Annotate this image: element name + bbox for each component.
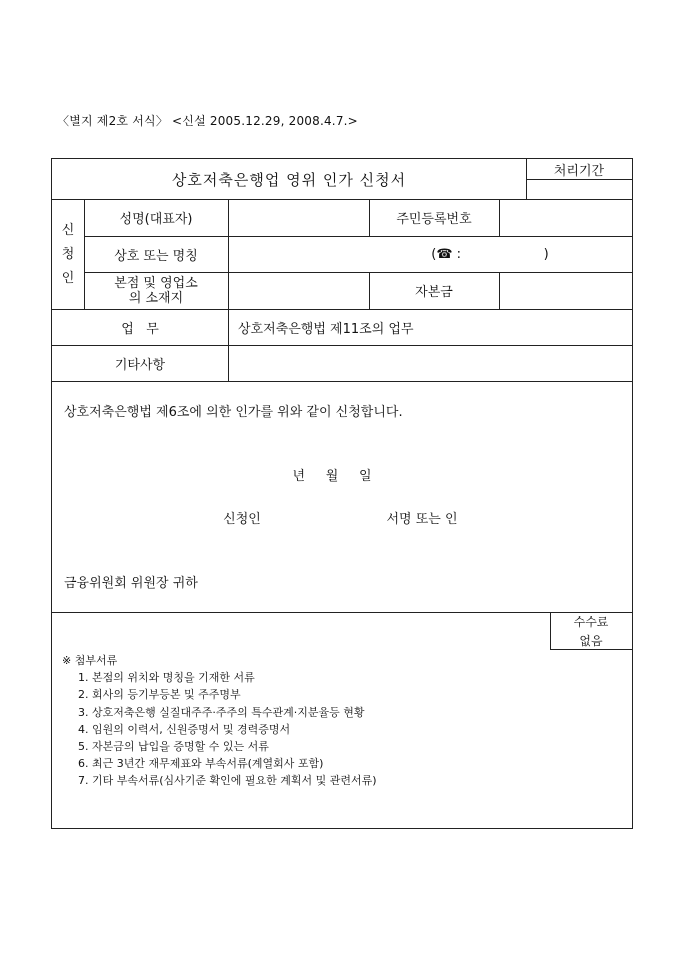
address-field[interactable] bbox=[228, 272, 369, 309]
capital-field[interactable] bbox=[499, 272, 632, 309]
trade-name-label: 상호 또는 명칭 bbox=[114, 248, 198, 264]
attachments-title: ※ 첨부서류 bbox=[62, 654, 118, 667]
applicant-label-char: 청 bbox=[61, 247, 75, 262]
attachments-list bbox=[62, 652, 377, 790]
phone-field[interactable]: (☎ : ) bbox=[431, 246, 549, 262]
signature-label: 서명 또는 인 bbox=[386, 511, 458, 527]
form-header-note: 〈별지 제2호 서식〉 <신설 2005.12.29, 2008.4.7.> bbox=[57, 114, 358, 128]
fee-label: 수수료 bbox=[573, 615, 609, 629]
row-divider bbox=[52, 381, 632, 382]
attachment-item: 7. 기타 부속서류(심사기준 확인에 필요한 계획서 및 관련서류) bbox=[78, 774, 377, 788]
applicant-label-char: 인 bbox=[61, 271, 75, 286]
fee-value: 없음 bbox=[579, 633, 603, 648]
processing-period-label: 처리기간 bbox=[553, 163, 605, 179]
date-line: 년 월 일 bbox=[292, 468, 372, 484]
capital-label: 자본금 bbox=[415, 285, 453, 300]
attachment-item: 3. 상호저축은행 실질대주주·주주의 특수관계·지분율등 현황 bbox=[78, 705, 365, 719]
fee-divider bbox=[550, 649, 632, 650]
statement-text: 상호저축은행법 제6조에 의한 인가를 위와 같이 신청합니다. bbox=[64, 404, 403, 420]
applicant-label-char: 신 bbox=[61, 223, 75, 238]
attachment-item: 1. 본점의 위치와 명칭을 기재한 서류 bbox=[78, 671, 255, 685]
applicant-sign-label: 신청인 bbox=[223, 511, 261, 527]
processing-period-value bbox=[526, 179, 632, 199]
other-field[interactable] bbox=[228, 345, 632, 381]
application-form bbox=[51, 158, 633, 829]
other-label: 기타사항 bbox=[114, 357, 166, 373]
name-field[interactable] bbox=[228, 199, 369, 236]
address-label: 본점 및 영업소의 소재지 bbox=[114, 275, 198, 306]
business-value: 상호저축은행법 제11조의 업무 bbox=[238, 321, 414, 337]
attachment-item: 4. 임원의 이력서, 신원증명서 및 경력증명서 bbox=[78, 722, 291, 736]
form-title: 상호저축은행업 영위 인가 신청서 bbox=[171, 170, 407, 189]
rrn-label: 주민등록번호 bbox=[396, 212, 472, 227]
name-label: 성명(대표자) bbox=[119, 212, 193, 227]
business-label: 업 무 bbox=[121, 321, 159, 337]
row-divider bbox=[52, 612, 632, 613]
attachment-item: 2. 회사의 등기부등본 및 주주명부 bbox=[78, 688, 241, 702]
attachment-item: 6. 최근 3년간 재무제표와 부속서류(계열회사 포함) bbox=[78, 757, 324, 771]
addressee: 금융위원회 위원장 귀하 bbox=[64, 575, 198, 591]
attachment-item: 5. 자본금의 납입을 증명할 수 있는 서류 bbox=[78, 740, 269, 754]
rrn-field[interactable] bbox=[499, 199, 632, 236]
